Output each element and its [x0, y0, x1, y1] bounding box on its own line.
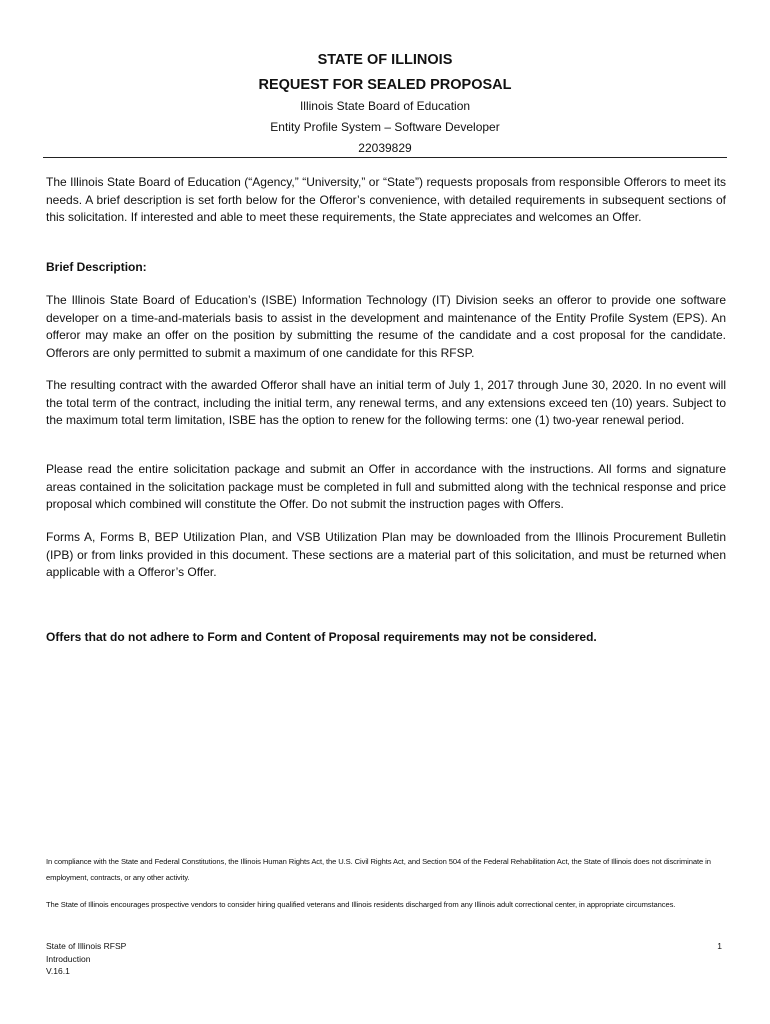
- brief-description-paragraph: The Illinois State Board of Education’s (ISBE) Information Technology (IT) Division seeks an offeror to provide one software developer on a time-and-materials basis to assist in the development and maintenance of the Entity Profile System (EPS). An offeror may make an offer on the position by submitting the resume of the candidate and a cost proposal for the candidate. Offerors are only permitted to submit a maximum of one candidate for this RFSP.: [46, 293, 726, 360]
- instructions-paragraph: Please read the entire solicitation package and submit an Offer in accordance with the instructions. All forms and signature areas contained in the solicitation package must be completed in full and submitted along with the technical response and price proposal which combined will constitute the Offer. Do not submit the instruction pages with Offers.: [46, 462, 726, 511]
- page-number: 1: [717, 941, 722, 951]
- footer-version: V.16.1: [46, 966, 70, 976]
- header-project: Entity Profile System – Software Developer: [270, 120, 500, 134]
- warning-statement: Offers that do not adhere to Form and Content of Proposal requirements may not be considered.: [46, 630, 597, 644]
- intro-paragraph: The Illinois State Board of Education (“Agency,” “University,” or “State”) requests proposals from responsible Offerors to meet its needs. A brief description is set forth below for the Offeror’s convenience, with detailed requirements in subsequent sections of this solicitation. If interested and able to meet these requirements, the State appreciates and welcomes an Offer.: [46, 175, 726, 224]
- header-title: REQUEST FOR SEALED PROPOSAL: [258, 77, 512, 93]
- footer-section: Introduction: [46, 953, 91, 964]
- brief-description-heading: Brief Description:: [46, 260, 147, 274]
- header-agency: Illinois State Board of Education: [299, 99, 471, 113]
- contract-term-paragraph: The resulting contract with the awarded Offeror shall have an initial term of July 1, 2017 through June 30, 2020. In no event will the total term of the contract, including the initial term, any renewal terms, and any extensions exceed ten (10) years. Subject to the maximum total term limitation, ISBE has the option to renew for the following terms: one (1) two-year renewal period.: [46, 378, 726, 427]
- veterans-notice: The State of Illinois encourages prospective vendors to consider hiring qualified veterans and Illinois residents discharged from any Illinois adult correctional center, in appropriate circumstances.: [46, 900, 676, 909]
- forms-paragraph: Forms A, Forms B, BEP Utilization Plan, and VSB Utilization Plan may be downloaded from the Illinois Procurement Bulletin (IPB) or from links provided in this document. These sections are a material part of this solicitation, and must be returned when applicable with a Offeror’s Offer.: [46, 530, 726, 579]
- compliance-notice: In compliance with the State and Federal Constitutions, the Illinois Human Rights Act, the U.S. Civil Rights Act, and Section 504 of the Federal Rehabilitation Act, the State of Illinois does not discriminate in employment, contracts, or any other activity.: [46, 857, 711, 882]
- header-state: STATE OF ILLINOIS: [317, 52, 453, 68]
- footer-doc-name: State of Illinois RFSP: [46, 941, 127, 951]
- header-number: 22039829: [358, 141, 412, 155]
- footer-doc-info: [46, 940, 126, 978]
- header-divider: [43, 157, 727, 158]
